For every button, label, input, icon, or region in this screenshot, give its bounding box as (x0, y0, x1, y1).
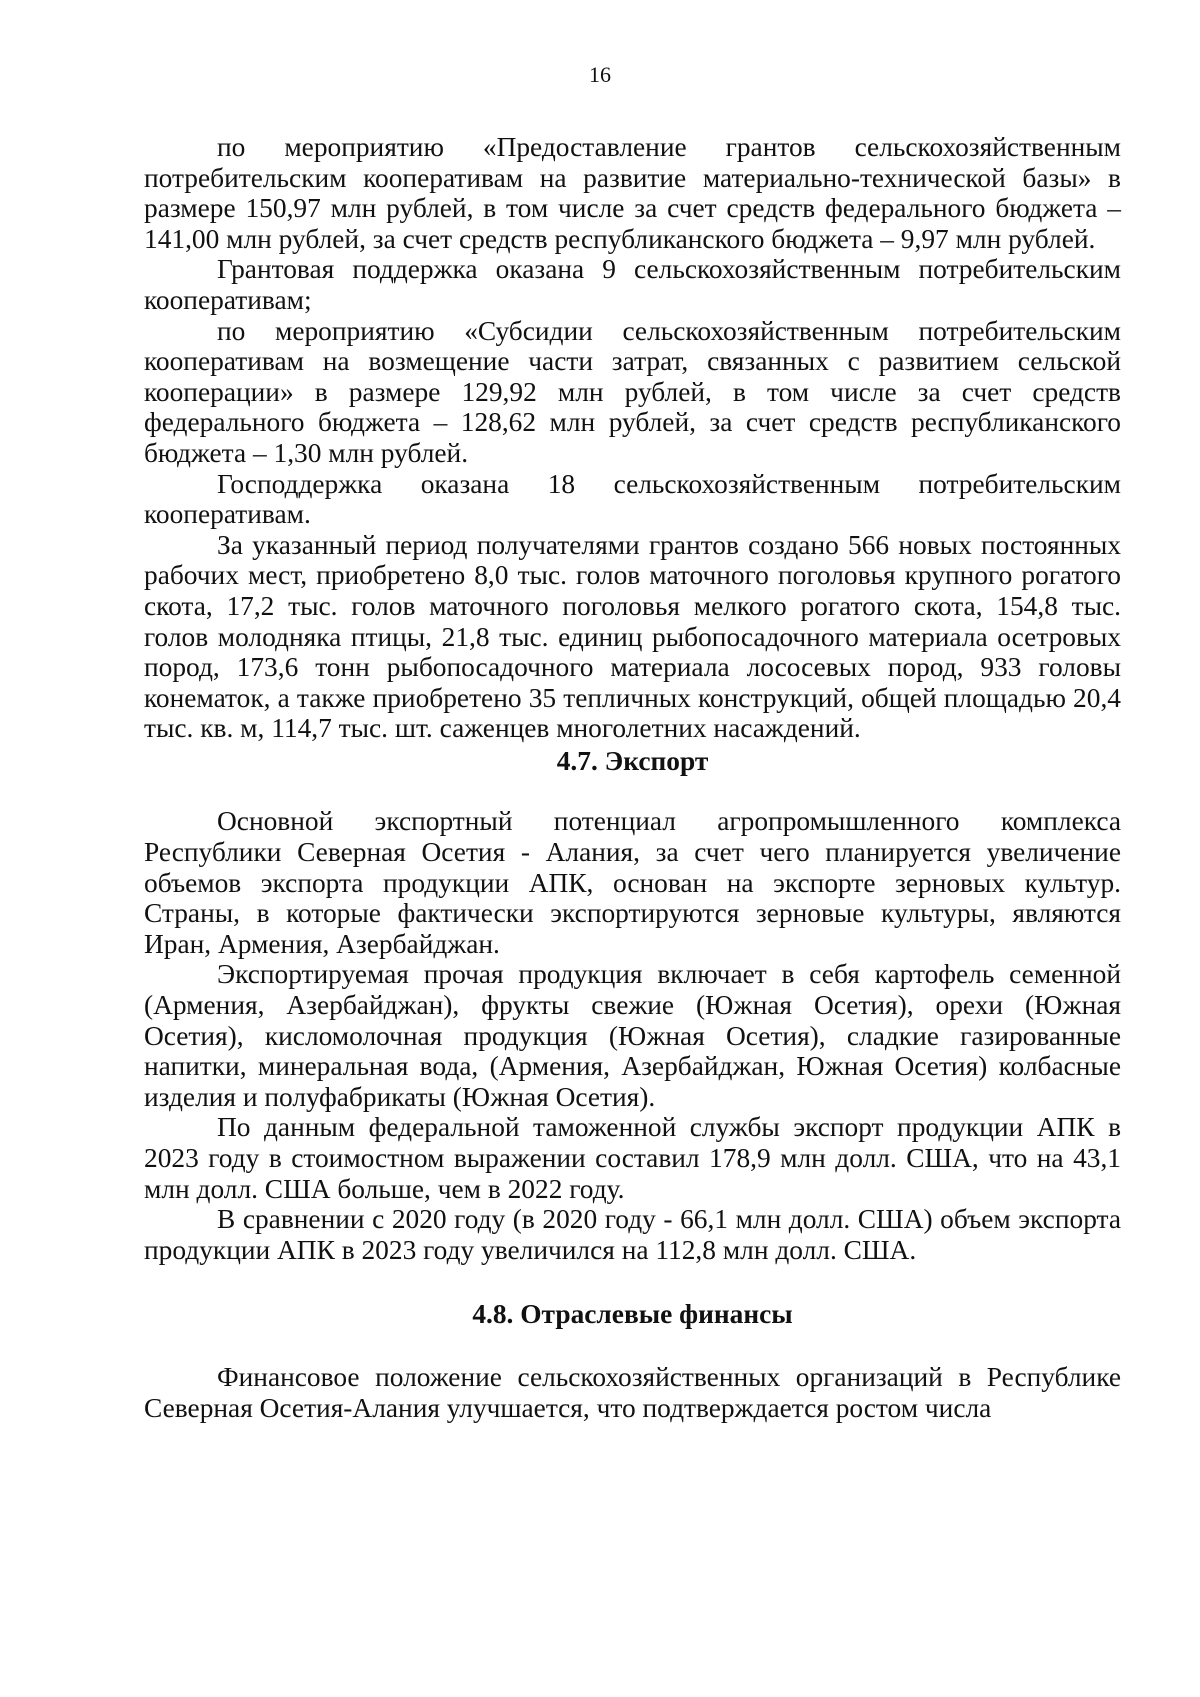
paragraph-grants-recipients: Грантовая поддержка оказана 9 сельскохозяйственным потребительским кооперативам; (144, 254, 1121, 315)
paragraph-export-customs: По данным федеральной таможенной службы экспорт продукции АПК в 2023 году в стоимостном выражении составил 178,9 млн долл. США, что на 43,1 млн долл. США больше, чем в 2022 году. (144, 1112, 1121, 1204)
page-number: 16 (589, 62, 611, 87)
paragraph-subsidies-measure: по мероприятию «Субсидии сельскохозяйственным потребительским кооперативам на возмещение части затрат, связанных с развитием сельской кооперации» в размере 129,92 млн рублей, в том числе за счет средств федерального бюджета – 128,62 млн рублей, за счет средств республиканского бюджета – 1,30 млн рублей. (144, 315, 1121, 468)
document-body (144, 132, 1121, 1423)
paragraph-export-potential: Основной экспортный потенциал агропромышленного комплекса Республики Северная Осетия - Алания, за счет чего планируется увеличение объемов экспорта продукции АПК, основан на экспорте зерновых культур. Страны, в которые фактически экспортируются зерновые культуры, являются Иран, Армения, Азербайджан. (144, 806, 1121, 959)
paragraph-export-comparison: В сравнении с 2020 году (в 2020 году - 66,1 млн долл. США) объем экспорта продукции АПК в 2023 году увеличился на 112,8 млн долл. США. (144, 1204, 1121, 1265)
paragraph-grants-measure: по мероприятию «Предоставление грантов сельскохозяйственным потребительским кооперативам на развитие материально-технической базы» в размере 150,97 млн рублей, в том числе за счет средств федерального бюджета – 141,00 млн рублей, за счет средств республиканского бюджета – 9,97 млн рублей. (144, 132, 1121, 254)
paragraph-finance-status: Финансовое положение сельскохозяйственных организаций в Республике Северная Осетия-Алания улучшается, что подтверждается ростом числа (144, 1361, 1121, 1423)
paragraph-subsidies-recipients: Господдержка оказана 18 сельскохозяйственным потребительским кооперативам. (144, 468, 1121, 530)
paragraph-results: За указанный период получателями грантов создано 566 новых постоянных рабочих мест, приобретено 8,0 тыс. голов маточного поголовья крупного рогатого скота, 17,2 тыс. голов маточного поголовья мелкого рогатого скота, 154,8 тыс. голов молодняка птицы, 21,8 тыс. единиц рыбопосадочного материала осетровых пород, 173,6 тонн рыбопосадочного материала лососевых пород, 933 головы конематок, а также приобретено 35 тепличных конструкций, общей площадью 20,4 тыс. кв. м, 114,7 тыс. шт. саженцев многолетних насаждений. (144, 529, 1121, 744)
section-heading-export: 4.7. Экспорт (556, 745, 709, 776)
section-heading-finance: 4.8. Отраслевые финансы (472, 1299, 793, 1330)
paragraph-export-products: Экспортируемая прочая продукция включает в себя картофель семенной (Армения, Азербайджан), фрукты свежие (Южная Осетия), орехи (Южная Осетия), кисломолочная продукция (Южная Осетия), сладкие газированные напитки, минеральная вода, (Армения, Азербайджан, Южная Осетия) колбасные изделия и полуфабрикаты (Южная Осетия). (144, 959, 1121, 1112)
